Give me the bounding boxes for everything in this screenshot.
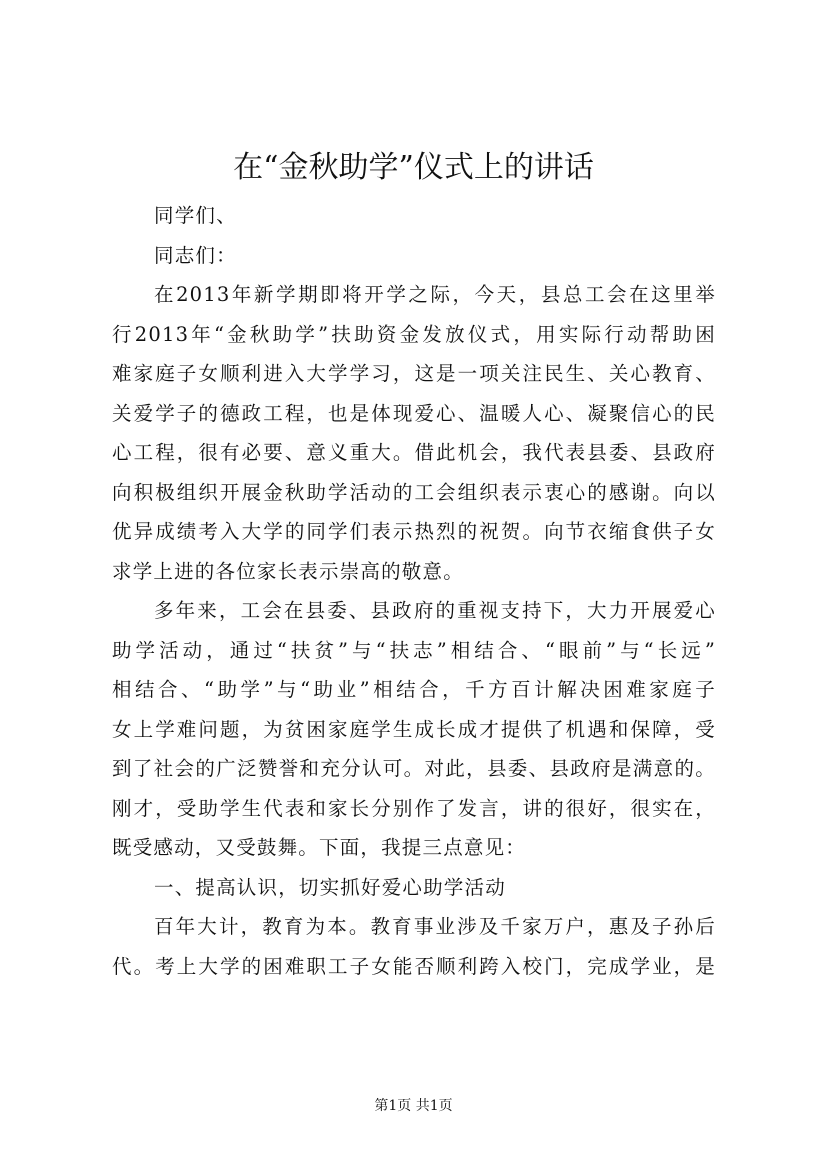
paragraph-1-line-4: 关爱学子的德政工程，也是体现爱心、温暖人心、凝聚信心的民 [112, 401, 716, 425]
paragraph-2-line-7: 既受感动，又受鼓舞。下面，我提三点意见： [112, 836, 527, 859]
paragraph-2-line-3: 相结合、“助学”与“助业”相结合，千方百计解决困难家庭子 [112, 678, 716, 701]
paragraph-1-line-6: 向积极组织开展金秋助学活动的工会组织表示衷心的感谢。向以 [112, 480, 716, 504]
paragraph-1-line-1: 在2013年新学期即将开学之际，今天，县总工会在这里举 [154, 283, 716, 306]
paragraph-2-line-5: 到了社会的广泛赞誉和充分认可。对此，县委、县政府是满意的。 [112, 757, 716, 780]
section-heading-1: 一、提高认识，切实抓好爱心助学活动 [154, 875, 506, 899]
paragraph-3-line-1: 百年大计，教育为本。教育事业涉及千家万户，惠及子孙后 [154, 915, 716, 938]
salutation-students: 同学们、 [154, 204, 237, 227]
paragraph-1-line-8: 求学上进的各位家长表示崇高的敬意。 [112, 559, 464, 583]
paragraph-1-line-5: 心工程，很有必要、意义重大。借此机会，我代表县委、县政府 [112, 441, 716, 464]
paragraph-3-line-2: 代。考上大学的困难职工子女能否顺利跨入校门，完成学业，是 [112, 954, 716, 978]
paragraph-1-line-7: 优异成绩考入大学的同学们表示热烈的祝贺。向节衣缩食供子女 [112, 520, 716, 543]
document-title: 在“金秋助学”仪式上的讲话 [233, 150, 594, 185]
paragraph-2-line-1: 多年来，工会在县委、县政府的重视支持下，大力开展爱心 [154, 599, 716, 622]
paragraph-2-line-4: 女上学难问题，为贫困家庭学生成长成才提供了机遇和保障，受 [112, 717, 716, 741]
page-footer: 第1页 共1页 [374, 1098, 453, 1114]
paragraph-1-line-3: 难家庭子女顺利进入大学学习，这是一项关注民生、关心教育、 [112, 362, 716, 385]
paragraph-2-line-6: 刚才，受助学生代表和家长分别作了发言，讲的很好，很实在， [112, 796, 716, 820]
salutation-comrades: 同志们： [154, 243, 237, 267]
paragraph-1-line-2: 行2013年“金秋助学”扶助资金发放仪式，用实际行动帮助困 [112, 322, 716, 346]
paragraph-2-line-2: 助学活动，通过“扶贫”与“扶志”相结合、“眼前”与“长远” [112, 638, 716, 662]
document-body [112, 196, 716, 986]
